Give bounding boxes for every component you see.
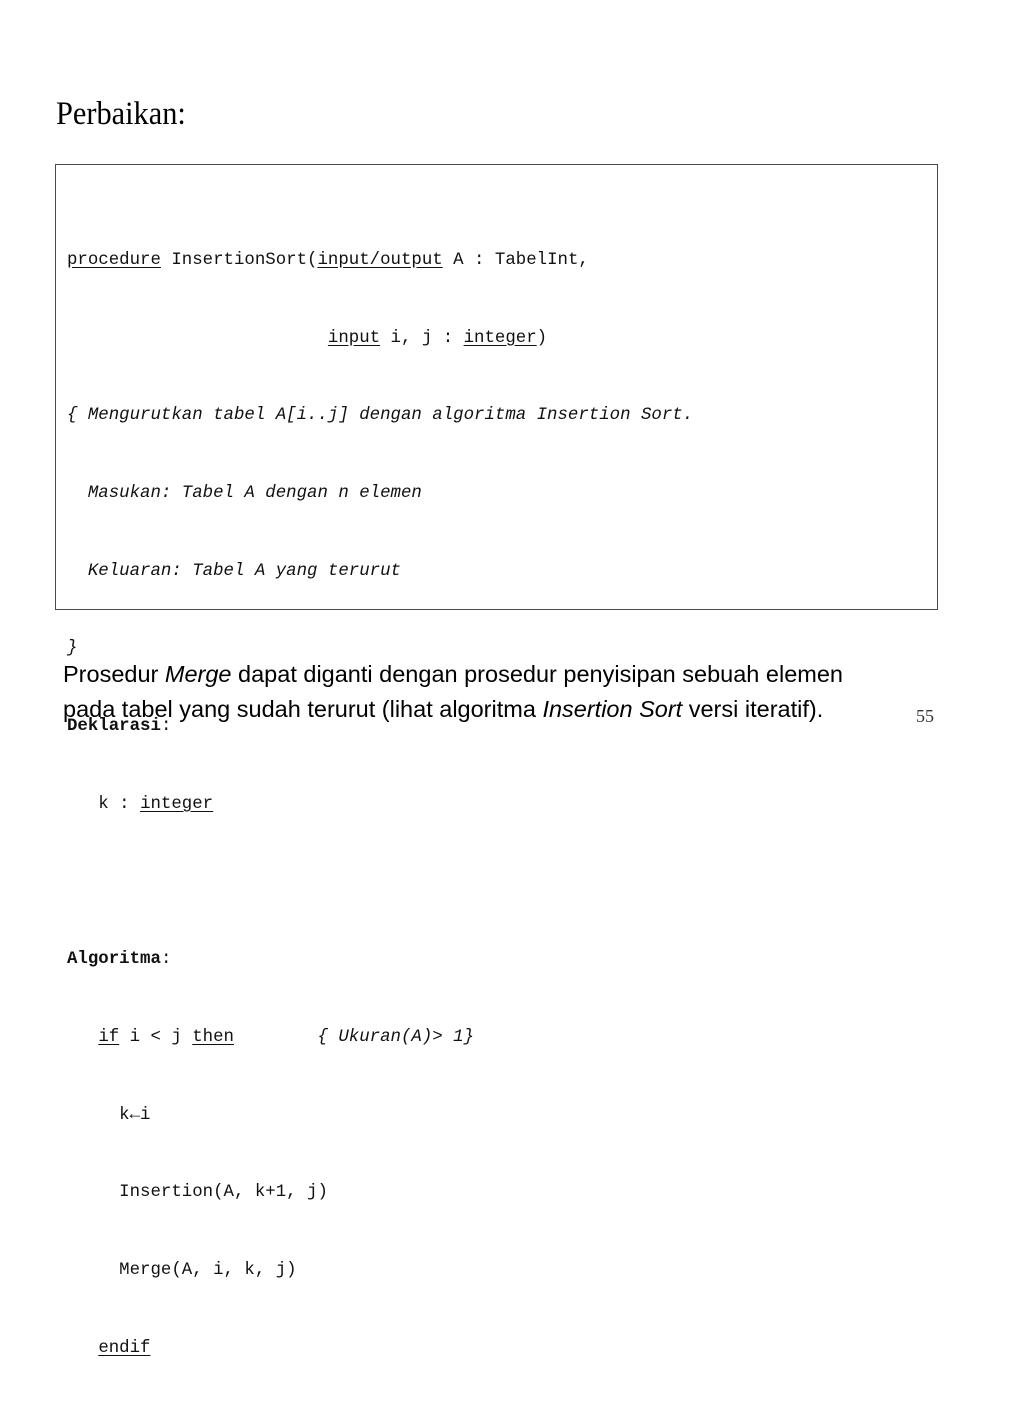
keyword-integer: integer xyxy=(140,794,214,814)
explanation-paragraph xyxy=(63,657,1023,727)
paragraph-emphasis: Insertion Sort xyxy=(542,696,683,722)
paragraph-text: dapat diganti dengan prosedur penyisipan sebuah elemen xyxy=(231,661,843,687)
code-line-2 xyxy=(67,326,693,352)
paragraph-line-2 xyxy=(63,692,1023,727)
code-line-endif xyxy=(67,1336,693,1362)
code-line-if xyxy=(67,1025,693,1051)
code-comment-close: } xyxy=(67,639,78,659)
section-deklarasi: Deklarasi xyxy=(67,717,161,737)
keyword-if: if xyxy=(98,1027,120,1047)
paragraph-line-1 xyxy=(63,657,1023,692)
code-blank-line xyxy=(67,869,693,895)
code-text: : xyxy=(160,717,172,737)
keyword-input-output: input/output xyxy=(317,250,443,270)
code-text: : xyxy=(160,950,172,970)
code-indent xyxy=(67,1339,98,1358)
keyword-procedure: procedure xyxy=(67,250,161,270)
keyword-then: then xyxy=(192,1027,234,1047)
slide-title: Perbaikan: xyxy=(56,96,186,132)
code-text: ) xyxy=(536,328,548,348)
section-algoritma: Algoritma xyxy=(67,950,161,970)
code-inline-comment: { Ukuran(A)> 1} xyxy=(317,1027,475,1047)
keyword-endif: endif xyxy=(98,1338,151,1358)
code-line-insertion-call: Insertion(A, k+1, j) xyxy=(67,1183,328,1203)
code-text: k : xyxy=(67,794,141,814)
code-line-var xyxy=(67,792,693,818)
code-text: InsertionSort( xyxy=(160,250,318,270)
code-line-1 xyxy=(67,248,693,274)
code-comment-line: { Mengurutkan tabel A[i..j] dengan algoritma Insertion Sort. xyxy=(67,406,694,426)
code-line-algoritma xyxy=(67,947,693,973)
code-line-assign: k←i xyxy=(67,1105,151,1125)
paragraph-text: Prosedur xyxy=(63,661,165,687)
pseudocode-block xyxy=(67,196,693,1413)
code-text: A : TabelInt, xyxy=(442,250,589,270)
code-text: i, j : xyxy=(380,328,464,348)
page-number: 55 xyxy=(916,706,934,726)
paragraph-text: pada tabel yang sudah terurut (lihat algoritma xyxy=(63,696,543,722)
paragraph-text: versi iteratif). xyxy=(682,696,824,722)
code-gap xyxy=(234,1028,318,1047)
code-comment-line: Masukan: Tabel A dengan n elemen xyxy=(67,483,422,503)
code-text: i < j xyxy=(119,1027,193,1047)
code-indent xyxy=(67,1028,98,1047)
keyword-integer: integer xyxy=(463,328,537,348)
code-indent xyxy=(67,329,328,348)
code-comment-line: Keluaran: Tabel A yang terurut xyxy=(67,561,401,581)
paragraph-emphasis: Merge xyxy=(164,661,232,687)
keyword-input: input xyxy=(327,328,381,348)
code-line-merge-call: Merge(A, i, k, j) xyxy=(67,1260,297,1280)
